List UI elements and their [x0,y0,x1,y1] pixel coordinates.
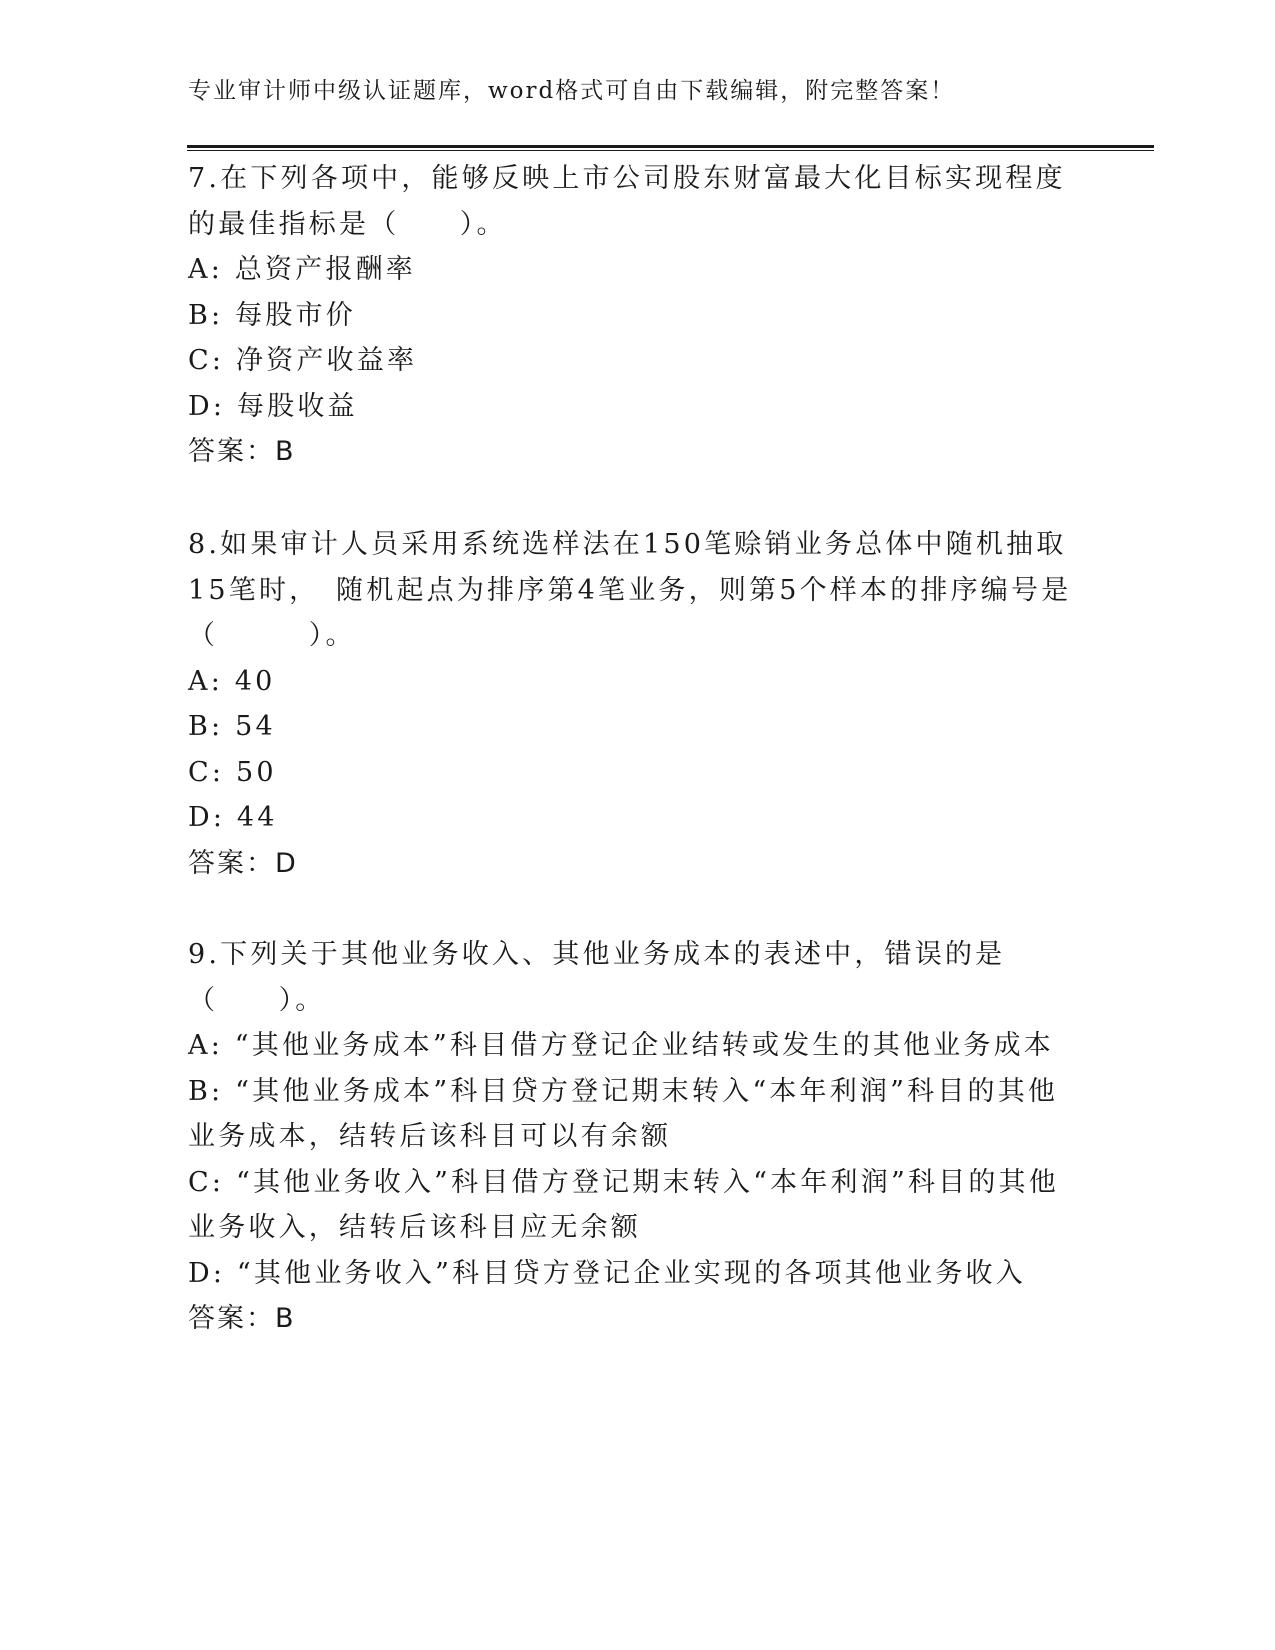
option-b: B: 每股市价 [188,299,356,331]
option-c: C: “其他业务收入”科目借方登记期末转入“本年利润”科目的其他业务收入，结转后该科目应无余额 [188,1166,1059,1243]
header-divider-thin [187,150,1154,151]
answer: 答案：D [188,847,298,879]
option-c: C: 50 [188,756,277,788]
question-9 [188,932,1078,1342]
option-d: D: 每股收益 [188,390,358,422]
question-stem: 9.下列关于其他业务收入、其他业务成本的表述中，错误的是（ ）。 [188,939,1006,1016]
question-stem: 7.在下列各项中，能够反映上市公司股东财富最大化目标实现程度的最佳指标是（ ）。 [188,163,1066,240]
question-8 [188,522,1078,886]
page-header: 专业审计师中级认证题库，word格式可自由下载编辑，附完整答案！ [188,78,956,104]
option-b: B: “其他业务成本”科目贷方登记期末转入“本年利润”科目的其他业务成本，结转后该科目可以有余额 [188,1075,1059,1152]
option-b: B: 54 [188,711,276,742]
option-d: D: 44 [188,802,278,833]
question-7 [188,156,1078,475]
option-c: C: 净资产收益率 [188,345,418,376]
header-divider [187,145,1154,148]
option-a: A: 总资产报酬率 [188,254,416,285]
option-a: A: “其他业务成本”科目借方登记企业结转或发生的其他业务成本 [188,1030,1054,1061]
question-stem: 8.如果审计人员采用系统选样法在150笔赊销业务总体中随机抽取15笔时， 随机起点为排序第4笔业务，则第5个样本的排序编号是（ ）。 [188,529,1072,651]
answer: 答案：B [188,436,296,467]
option-d: D: “其他业务收入”科目贷方登记企业实现的各项其他业务收入 [188,1257,1026,1289]
option-a: A: 40 [188,665,276,697]
answer: 答案：B [188,1303,296,1334]
